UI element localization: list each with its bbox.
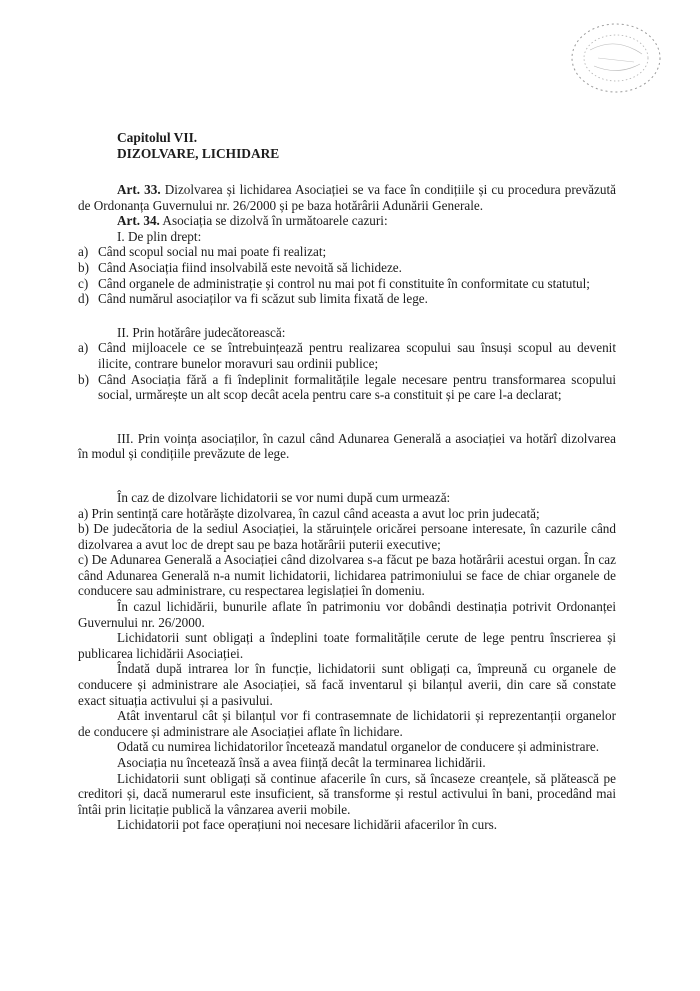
list-item-text: Când Asociația fiind insolvabilă este nevoită să lichideze.: [98, 259, 402, 275]
paragraph: În cazul lichidării, bunurile aflate în patrimoniu vor dobândi destinația potrivit Ordonanței Guvernului nr. 26/2000.: [78, 599, 616, 630]
article-34-label: Art. 34.: [117, 213, 160, 229]
paragraph: Lichidatorii pot face operațiuni noi necesare lichidării afacerilor în curs.: [117, 817, 498, 833]
section-3-text: III. Prin voința asociaților, în cazul când Adunarea Generală a asociației va hotărî dizolvarea în modul și condițiile prevăzute de lege.: [78, 430, 616, 462]
spacer: [78, 307, 616, 325]
section-2-title: II. Prin hotărâre judecătorească:: [117, 324, 286, 340]
list-item: [78, 276, 616, 292]
chapter-number: Capitolul VII.: [117, 130, 198, 145]
spacer: [78, 462, 616, 490]
list-item: [78, 340, 616, 371]
list-item: [78, 260, 616, 276]
list-item-label: a): [78, 244, 89, 260]
paragraph: Atât inventarul cât și bilanțul vor fi contrasemnate de lichidatorii și reprezentanții organelor de conducere și administrare ale Asociației aflate în lichidare.: [78, 708, 616, 739]
paragraph: Lichidatorii sunt obligați a îndeplini toate formalitățile cerute de lege pentru înscrierea și publicarea lichidării Asociației.: [78, 630, 616, 661]
article-34-text: Asociația se dizolvă în următoarele cazuri:: [159, 213, 388, 229]
section-1-title: I. De plin drept:: [117, 228, 202, 244]
list-item: [78, 291, 616, 307]
article-34: [78, 213, 616, 229]
paragraph: Odată cu numirea lichidatorilor încetează mandatul organelor de conducere și administrare.: [117, 739, 599, 755]
liquidators-intro: În caz de dizolvare lichidatorii se vor numi după cum urmează:: [117, 489, 451, 505]
list-item: [78, 244, 616, 260]
article-33-label: Art. 33.: [117, 182, 161, 197]
paragraph: Îndată după intrarea lor în funcție, lichidatorii sunt obligați ca, împreună cu organele de conducere și administrare ale Asociației, să facă inventarul și bilanțul averii, din care să constate exact situația activului și a pasivului.: [78, 661, 616, 708]
paragraph: Asociația nu încetează însă a avea ființă decât la terminarea lichidării.: [117, 755, 486, 770]
list-item-text: Când mijloacele ce se întrebuințează pentru realizarea scopului sau însuși scopul au devenit ilicite, contrare bunelor moravuri sau ordinii publice;: [98, 340, 616, 371]
list-item-label: d): [78, 291, 89, 307]
section-1-list: [78, 244, 616, 306]
spacer: [78, 403, 616, 431]
list-item-text: Când Asociația fără a fi îndeplinit formalitățile legale necesare pentru transformarea scopului social, urmărește un alt scop decât acela pentru care s-a constituit și pe care l-a declarat;: [98, 371, 616, 403]
list-item-text: Când organele de administrație și control nu mai pot fi constituite în conformitate cu statutul;: [98, 275, 590, 291]
list-item-label: a): [78, 340, 89, 356]
article-33: [78, 182, 616, 213]
official-stamp: [568, 20, 664, 96]
list-item-label: b): [78, 259, 89, 275]
liquidators-item: c) De Adunarea Generală a Asociației când dizolvarea s-a făcut pe baza hotărârii acestui organ. În caz când Adunarea Generală n-a numit lichidatorii, lichidarea patrimoniului se face de chiar organele de conducere sau administrare, cu respectarea legislației în domeniu.: [78, 552, 616, 599]
article-33-text: Dizolvarea și lichidarea Asociației se va face în condițiile și cu procedura prevăzută de Ordonanța Guvernului nr. 26/2000 și pe baza hotărârii Adunării Generale.: [78, 182, 616, 213]
liquidators-item: a) Prin sentință care hotărăște dizolvarea, în cazul când aceasta a avut loc prin judecată;: [78, 505, 540, 521]
paragraph: Lichidatorii sunt obligați să continue afacerile în curs, să încaseze creanțele, să plătească pe creditori și, dacă numerarul este insuficient, să transforme și restul activului în bani, procedând mai întâi prin licitație publică la vânzarea averii mobile.: [78, 770, 616, 817]
liquidators-item: b) De judecătoria de la sediul Asociației, la stăruințele oricărei persoane interesate, în cazurile când dizolvarea a avut loc de drept sau pe baza hotărârii puterii executive;: [78, 521, 616, 552]
section-2-list: [78, 340, 616, 402]
list-item-label: c): [78, 275, 89, 291]
list-item-label: b): [78, 371, 89, 387]
chapter-title: DIZOLVARE, LICHIDARE: [117, 146, 280, 161]
list-item-text: Când numărul asociaților va fi scăzut sub limita fixată de lege.: [98, 291, 428, 307]
list-item: [78, 372, 616, 403]
document-body: [78, 130, 616, 833]
list-item-text: Când scopul social nu mai poate fi realizat;: [98, 244, 327, 260]
